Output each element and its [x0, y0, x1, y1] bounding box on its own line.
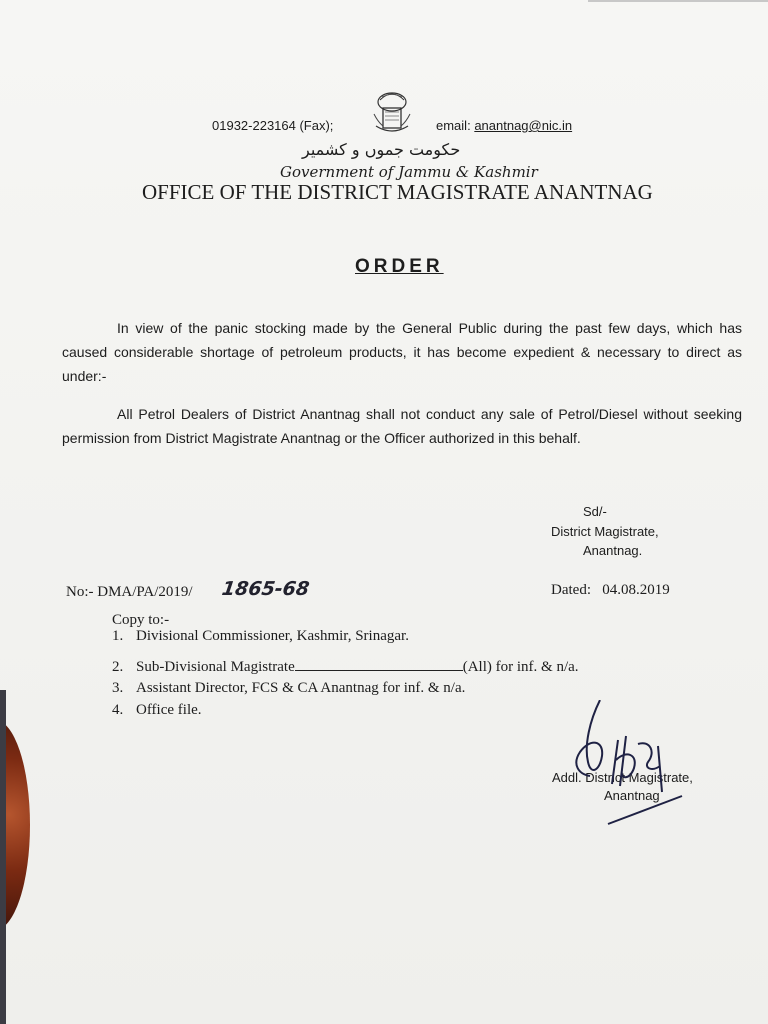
- list-text: Sub-Divisional Magistrate: [136, 659, 295, 675]
- list-text-after: (All) for inf. & n/a.: [462, 659, 579, 675]
- copy-to-label: Copy to:-: [112, 612, 170, 628]
- additional-signature-place: Anantnag: [604, 788, 660, 803]
- list-number: 4.: [112, 702, 124, 718]
- list-number: 1.: [112, 628, 124, 644]
- government-line: Government of Jammu & Kashmir: [280, 163, 538, 181]
- order-paragraph-2: All Petrol Dealers of District Anantnag shall not conduct any sale of Petrol/Diesel without seeking permission from District Magistrate Anantnag or the Officer authorized in this behalf.: [62, 406, 742, 446]
- copy-list-item: [112, 658, 579, 676]
- page-edge-line: [588, 0, 768, 2]
- dated-value: 04.08.2019: [602, 582, 670, 598]
- fill-in-blank: [295, 658, 463, 671]
- email-line: [436, 118, 572, 133]
- list-text: Assistant Director, FCS & CA Anantnag for inf. & n/a.: [136, 680, 466, 696]
- list-text: Divisional Commissioner, Kashmir, Srinagar.: [136, 628, 409, 644]
- email-address: anantnag@nic.in: [474, 118, 573, 133]
- order-paragraph-1: In view of the panic stocking made by the General Public during the past few days, which has caused considerable shortage of petroleum products, it has become expedient & necessary to direct as under:-: [62, 320, 742, 384]
- order-date: [551, 582, 670, 599]
- dated-label: Dated:: [551, 582, 591, 598]
- signature-sd: Sd/-: [583, 504, 607, 519]
- copy-list-item: [112, 702, 202, 719]
- urdu-government-line: حکومت جموں و کشمیر: [302, 140, 461, 159]
- signature-title: District Magistrate,: [551, 524, 659, 539]
- list-text: Office file.: [136, 702, 202, 718]
- background-edge: [0, 690, 6, 1024]
- additional-signature-title: Addl. District Magistrate,: [552, 770, 693, 785]
- list-number: 3.: [112, 680, 124, 696]
- list-number: 2.: [112, 659, 124, 675]
- signature-place: Anantnag.: [583, 543, 643, 558]
- copy-list-item: [112, 680, 465, 697]
- fax-number: 01932-223164 (Fax);: [212, 118, 334, 133]
- office-title: OFFICE OF THE DISTRICT MAGISTRATE ANANTNAG: [142, 180, 653, 204]
- order-number: No:- DMA/PA/2019/: [66, 584, 193, 600]
- handwritten-signature: [560, 700, 700, 830]
- order-heading: ORDER: [355, 256, 444, 277]
- email-label: email:: [436, 118, 471, 133]
- copy-list-item: [112, 628, 409, 645]
- state-emblem-icon: [368, 88, 416, 138]
- handwritten-number: 1865-68: [220, 578, 311, 600]
